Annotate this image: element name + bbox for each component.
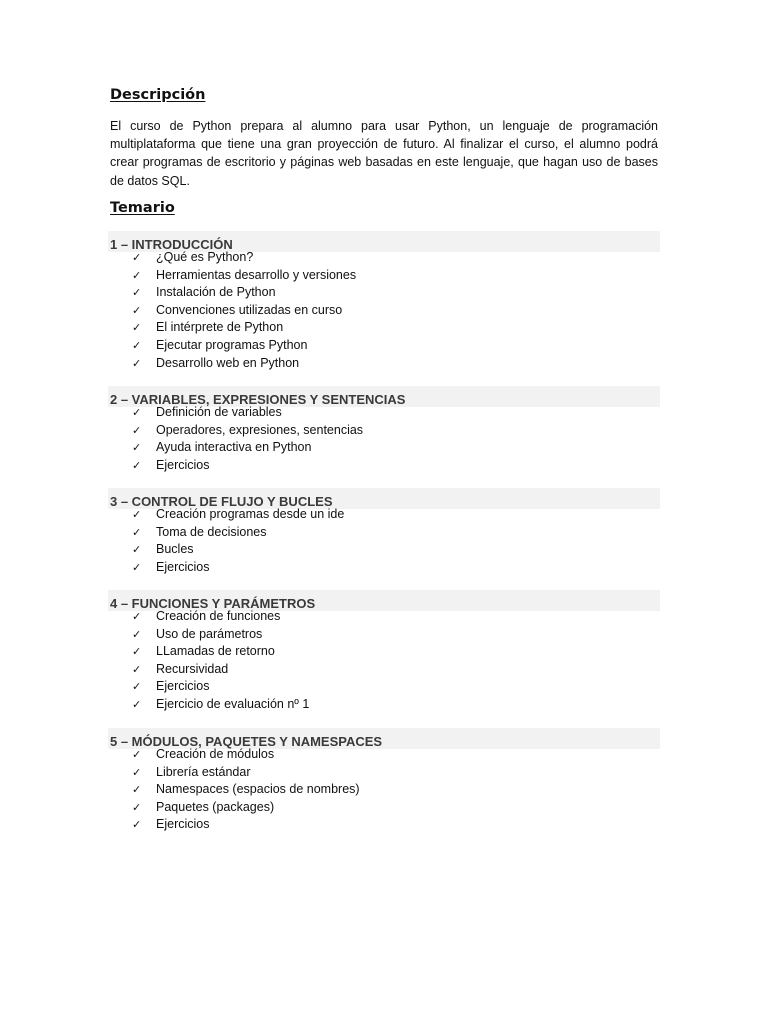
section-item-list	[108, 746, 660, 834]
section-title: 5 – MÓDULOS, PAQUETES Y NAMESPACES	[108, 728, 660, 749]
list-item	[108, 249, 660, 267]
temario-section-1	[108, 231, 660, 372]
list-item	[108, 422, 660, 440]
list-item-label: Ayuda interactiva en Python	[156, 440, 312, 455]
section-title: 1 – INTRODUCCIÓN	[108, 231, 660, 252]
checkmark-icon: ✓	[132, 508, 142, 521]
list-item-label: Ejercicios	[156, 679, 210, 694]
list-item	[108, 506, 660, 524]
list-item-label: Convenciones utilizadas en curso	[156, 302, 343, 317]
checkmark-icon: ✓	[132, 627, 142, 641]
checkmark-icon: ✓	[132, 458, 142, 472]
list-item	[108, 457, 660, 475]
checkmark-icon: ✓	[132, 765, 142, 779]
list-item	[108, 608, 660, 626]
list-item-label: Uso de parámetros	[156, 626, 263, 641]
temario-heading: Temario	[110, 200, 175, 216]
list-item	[108, 816, 660, 834]
list-item	[108, 678, 660, 696]
section-item-list	[108, 249, 660, 372]
checkmark-icon: ✓	[132, 680, 142, 694]
list-item	[108, 696, 660, 714]
checkmark-icon: ✓	[132, 321, 142, 335]
checkmark-icon: ✓	[132, 406, 142, 419]
list-item-label: Definición de variables	[156, 405, 282, 419]
descripcion-paragraph: El curso de Python prepara al alumno para usar Python, un lenguaje de programación multiplataforma que tiene una gran proyección de futuro. Al finalizar el curso, el alumno podrá crear programas de escritorio y páginas web basadas en este lenguaje, que hagan uso de bases de datos SQL.	[110, 119, 658, 188]
list-item-label: Herramientas desarrollo y versiones	[156, 267, 357, 282]
list-item-label: Operadores, expresiones, sentencias	[156, 422, 364, 437]
list-item-label: Ejercicios	[156, 559, 210, 574]
list-item-label: El intérprete de Python	[156, 320, 284, 335]
section-item-list	[108, 608, 660, 714]
list-item	[108, 559, 660, 577]
checkmark-icon: ✓	[132, 251, 142, 264]
list-item-label: Paquetes (packages)	[156, 799, 275, 814]
list-item-label: ¿Qué es Python?	[156, 250, 254, 264]
checkmark-icon: ✓	[132, 800, 142, 814]
list-item-label: Toma de decisiones	[156, 524, 267, 539]
list-item	[108, 404, 660, 422]
list-item-label: Ejecutar programas Python	[156, 337, 308, 352]
checkmark-icon: ✓	[132, 268, 142, 282]
checkmark-icon: ✓	[132, 423, 142, 437]
list-item	[108, 319, 660, 337]
temario-section-2	[108, 386, 660, 474]
checkmark-icon: ✓	[132, 818, 142, 832]
section-title: 4 – FUNCIONES Y PARÁMETROS	[108, 590, 660, 611]
list-item	[108, 764, 660, 782]
checkmark-icon: ✓	[132, 560, 142, 574]
list-item	[108, 643, 660, 661]
list-item	[108, 284, 660, 302]
list-item-label: Desarrollo web en Python	[156, 355, 300, 370]
list-item-label: Creación de funciones	[156, 609, 281, 623]
section-title: 2 – VARIABLES, EXPRESIONES Y SENTENCIAS	[108, 386, 660, 407]
checkmark-icon: ✓	[132, 645, 142, 659]
list-item-label: Namespaces (espacios de nombres)	[156, 782, 360, 797]
list-item-label: Creación programas desde un ide	[156, 507, 345, 521]
temario-section-4	[108, 590, 660, 714]
list-item	[108, 302, 660, 320]
list-item	[108, 626, 660, 644]
checkmark-icon: ✓	[132, 662, 142, 676]
list-item	[108, 524, 660, 542]
checkmark-icon: ✓	[132, 783, 142, 797]
list-item-label: Recursividad	[156, 661, 229, 676]
list-item	[108, 746, 660, 764]
list-item-label: Ejercicio de evaluación nº 1	[156, 696, 310, 711]
list-item-label: Instalación de Python	[156, 285, 276, 300]
checkmark-icon: ✓	[132, 525, 142, 539]
section-item-list	[108, 404, 660, 474]
checkmark-icon: ✓	[132, 610, 142, 623]
temario-section-5	[108, 728, 660, 834]
list-item-label: Librería estándar	[156, 764, 251, 779]
checkmark-icon: ✓	[132, 303, 142, 317]
list-item	[108, 799, 660, 817]
section-item-list	[108, 506, 660, 576]
list-item-label: Bucles	[156, 542, 194, 557]
checkmark-icon: ✓	[132, 356, 142, 370]
temario-section-3	[108, 488, 660, 576]
list-item	[108, 337, 660, 355]
descripcion-heading: Descripción	[110, 87, 206, 103]
list-item-label: Creación de módulos	[156, 747, 275, 761]
checkmark-icon: ✓	[132, 338, 142, 352]
list-item-label: Ejercicios	[156, 457, 210, 472]
list-item	[108, 355, 660, 373]
checkmark-icon: ✓	[132, 748, 142, 761]
checkmark-icon: ✓	[132, 286, 142, 300]
list-item	[108, 781, 660, 799]
list-item-label: Ejercicios	[156, 817, 210, 832]
section-title: 3 – CONTROL DE FLUJO Y BUCLES	[108, 488, 660, 509]
list-item	[108, 439, 660, 457]
checkmark-icon: ✓	[132, 441, 142, 455]
list-item	[108, 267, 660, 285]
list-item	[108, 661, 660, 679]
list-item-label: LLamadas de retorno	[156, 644, 275, 659]
checkmark-icon: ✓	[132, 697, 142, 711]
list-item	[108, 541, 660, 559]
checkmark-icon: ✓	[132, 543, 142, 557]
